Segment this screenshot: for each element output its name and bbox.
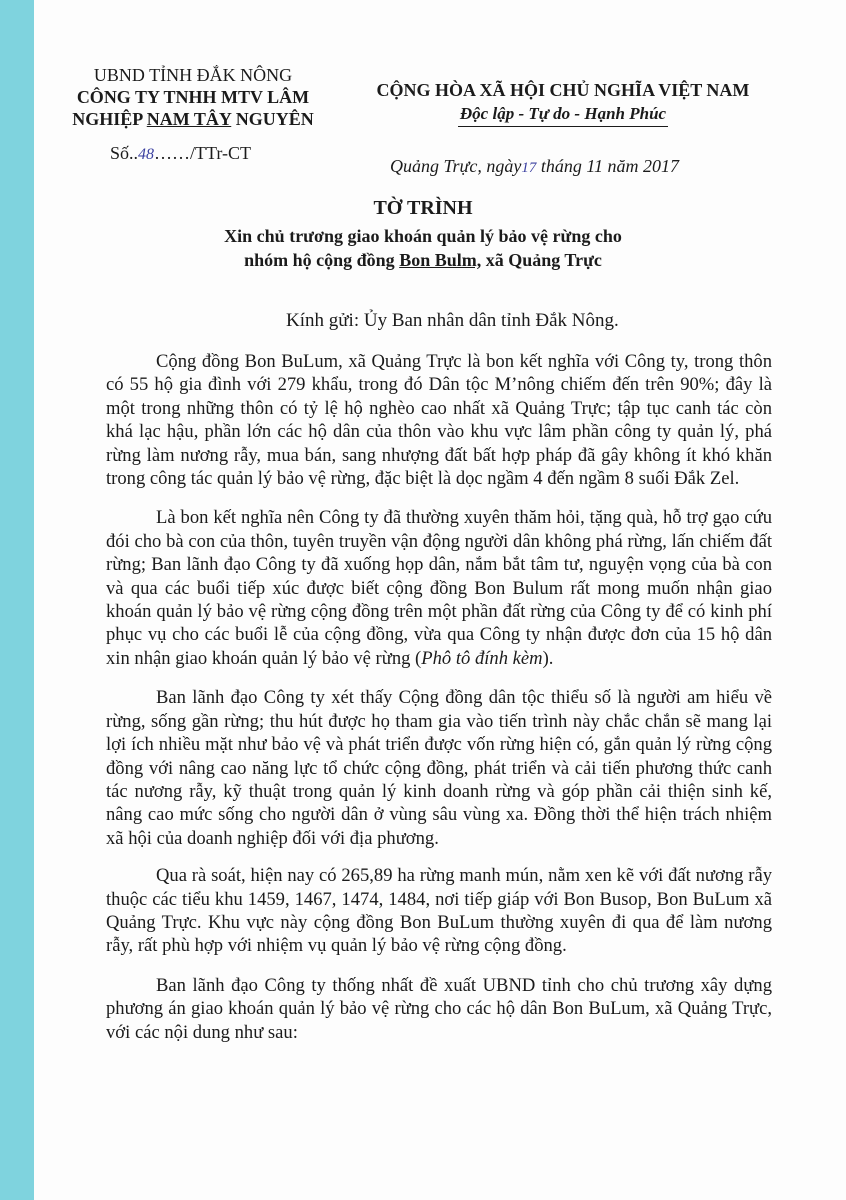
handwritten-doc-number: 48 [138, 146, 155, 163]
paragraph-4: Qua rà soát, hiện nay có 265,89 ha rừng manh mún, nằm xen kẽ với đất nương rẫy thuộc các tiểu khu 1459, 1467, 1474, 1484, nơi tiếp giáp với Bon Busop, Bon BuLum xã Quảng Trực. Khu vực này cộng đồng Bon BuLum thường xuyên đi qua để làm nương rẫy, rất phù hợp với nhiệm vụ quản lý bảo vệ rừng cộng đồng. [106, 865, 772, 957]
document-title: TỜ TRÌNH [373, 197, 473, 219]
national-header [348, 78, 778, 127]
document-subtitle: Xin chủ trương giao khoán quản lý bảo vệ rừng cho nhóm hộ cộng đồng Bon Bulm, xã Quảng Trực [224, 226, 622, 270]
handwritten-day: 17 [521, 160, 537, 176]
recipient-line: Kính gửi: Ủy Ban nhân dân tỉnh Đắk Nông. [286, 310, 619, 331]
paragraph-1: Cộng đồng Bon BuLum, xã Quảng Trực là bon kết nghĩa với Công ty, trong thôn có 55 hộ gia đình với 279 khẩu, trong đó Dân tộc M’nông chiếm đến trên 90%; đây là một trong những thôn có tỷ lệ hộ nghèo cao nhất xã Quảng Trực; tập tục canh tác còn khá lạc hậu, phần lớn các hộ dân của thôn vào khu vực lâm phần công ty quản lý, phá rừng làm nương rẫy, mua bán, sang nhượng đất bất hợp pháp đã gây không ít khó khăn trong công tác quản lý bảo vệ rừng, đặc biệt là dọc ngầm 4 đến ngầm 8 suối Đắk Zel. [106, 351, 772, 490]
scan-edge-strip [0, 0, 34, 1200]
paragraph-5: Ban lãnh đạo Công ty thống nhất đề xuất UBND tỉnh cho chủ trương xây dựng phương án giao khoán quản lý bảo vệ rừng cho các hộ dân Bon BuLum, xã Quảng Trực, với các nội dung như sau: [106, 974, 772, 1043]
issuer-header [58, 64, 328, 130]
issuer-company-line2: NGHIỆP NAM TÂY NGUYÊN [72, 109, 314, 129]
national-title: CỘNG HÒA XÃ HỘI CHỦ NGHĨA VIỆT NAM [376, 80, 750, 100]
paragraph-3: Ban lãnh đạo Công ty xét thấy Cộng đồng dân tộc thiểu số là người am hiểu về rừng, sống gần rừng; thu hút được họ tham gia vào tiến trình này chắc chắn sẽ mang lại lợi ích nhiều mặt như bảo vệ và phát triển được vốn rừng hiện có, gắn quản lý rừng cộng đồng với nâng cao năng lực tổ chức cộng đồng, phát triển và cải tiến phương thức canh tác nương rẫy, kỹ thuật trong quản lý kinh doanh rừng và góp phần cải thiện sinh kế, nâng cao mức sống cho người dân ở vùng sâu vùng xa. Đồng thời thể hiện trách nhiệm xã hội của doanh nghiệp đối với địa phương. [106, 687, 772, 849]
place-date: Quảng Trực, ngày17 tháng 11 năm 2017 [390, 156, 679, 176]
paragraph-2: Là bon kết nghĩa nên Công ty đã thường xuyên thăm hỏi, tặng quà, hỗ trợ gạo cứu đói cho bà con của thôn, tuyên truyền vận động người dân không phá rừng, lấn chiếm đất rừng; Ban lãnh đạo Công ty đã xuống họp dân, nắm bắt tâm tư, nguyện vọng của bà con và qua các buổi tiếp xúc được biết cộng đồng Bon Bulum rất mong muốn nhận giao khoán quản lý bảo vệ rừng cộng đồng trên một phần đất rừng của Công ty để có kinh phí phục vụ cho các buổi lễ của cộng đồng, vừa qua Công ty nhận được đơn của 15 hộ dân xin nhận giao khoán quản lý bảo vệ rừng (Phô tô đính kèm). [106, 507, 772, 669]
document-body [106, 350, 772, 1060]
issuer-company-line1: CÔNG TY TNHH MTV LÂM [76, 87, 310, 107]
national-motto: Độc lập - Tự do - Hạnh Phúc [458, 102, 668, 127]
document-number: Số..48……/TTr-CT [110, 143, 252, 163]
issuer-parent-agency: UBND TỈNH ĐẮK NÔNG [93, 65, 293, 85]
